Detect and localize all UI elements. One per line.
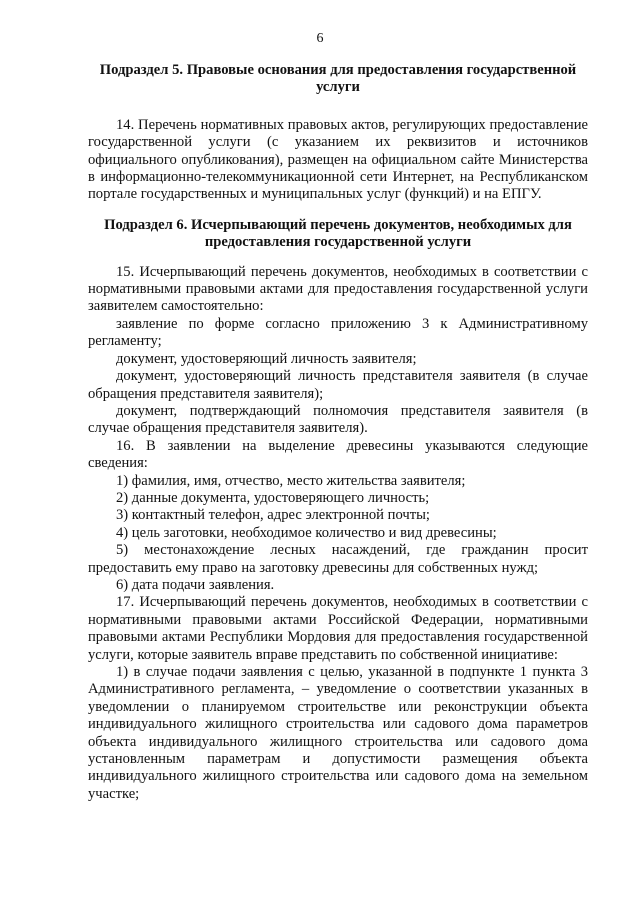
paragraph-17-item: 1) в случае подачи заявления с целью, указанной в подпункте 1 пункта 3 Административного регламента, – уведомление о соответствии указанных в уведомлении о планируемом строительстве или реконструкции объекта индивидуального жилищного строительства или садового дома параметров объекта индивидуального жилищного строительства или садового дома установленным параметрам и допустимости размещения объекта индивидуального жилищного строительства или садового дома на земельном участке; (88, 664, 588, 802)
paragraph-15-item: документ, подтверждающий полномочия представителя заявителя (в случае обращения представителя заявителя). (88, 402, 588, 437)
paragraph-17: 17. Исчерпывающий перечень документов, необходимых в соответствии с нормативными правовыми актами Российской Федерации, нормативными правовыми актами Республики Мордовия для предоставления государственной услуги, которые заявитель вправе представить по собственной инициативе: (88, 594, 588, 663)
paragraph-16: 16. В заявлении на выделение древесины указываются следующие сведения: (88, 437, 588, 472)
paragraph-16-item: 4) цель заготовки, необходимое количество и вид древесины; (116, 524, 497, 541)
page-number: 6 (316, 31, 324, 46)
paragraph-15-item: заявление по форме согласно приложению 3 к Административному регламенту; (88, 315, 588, 350)
paragraph-15-item: документ, удостоверяющий личность представителя заявителя (в случае обращения представителя заявителя); (88, 368, 588, 402)
section-6-heading: Подраздел 6. Исчерпывающий перечень документов, необходимых для предоставления государственной услуги (104, 216, 572, 251)
paragraph-14: 14. Перечень нормативных правовых актов, регулирующих предоставление государственной услуги (с указанием их реквизитов и источников официального опубликования), размещен на официальном сайте Министерства в информационно-телекоммуникационной сети Интернет, на Республиканском портале государственных и муниципальных услуг (функций) и на ЕПГУ. (88, 116, 588, 203)
paragraph-15: 15. Исчерпывающий перечень документов, необходимых в соответствии с нормативными правовыми актами для предоставления государственной услуги заявителем самостоятельно: (88, 263, 588, 315)
paragraph-16-item: 1) фамилия, имя, отчество, место жительства заявителя; (116, 472, 466, 489)
paragraph-16-item: 3) контактный телефон, адрес электронной почты; (116, 507, 430, 524)
paragraph-16-item: 5) местонахождение лесных насаждений, где гражданин просит предоставить ему право на заготовку древесины для собственных нужд; (88, 542, 588, 576)
section-5-heading: Подраздел 5. Правовые основания для предоставления государственной услуги (99, 62, 577, 96)
paragraph-16-item: 2) данные документа, удостоверяющего личность; (116, 489, 430, 506)
paragraph-15-item: документ, удостоверяющий личность заявителя; (116, 350, 417, 367)
document-body (88, 62, 588, 803)
paragraph-16-item: 6) дата подачи заявления. (116, 576, 275, 593)
